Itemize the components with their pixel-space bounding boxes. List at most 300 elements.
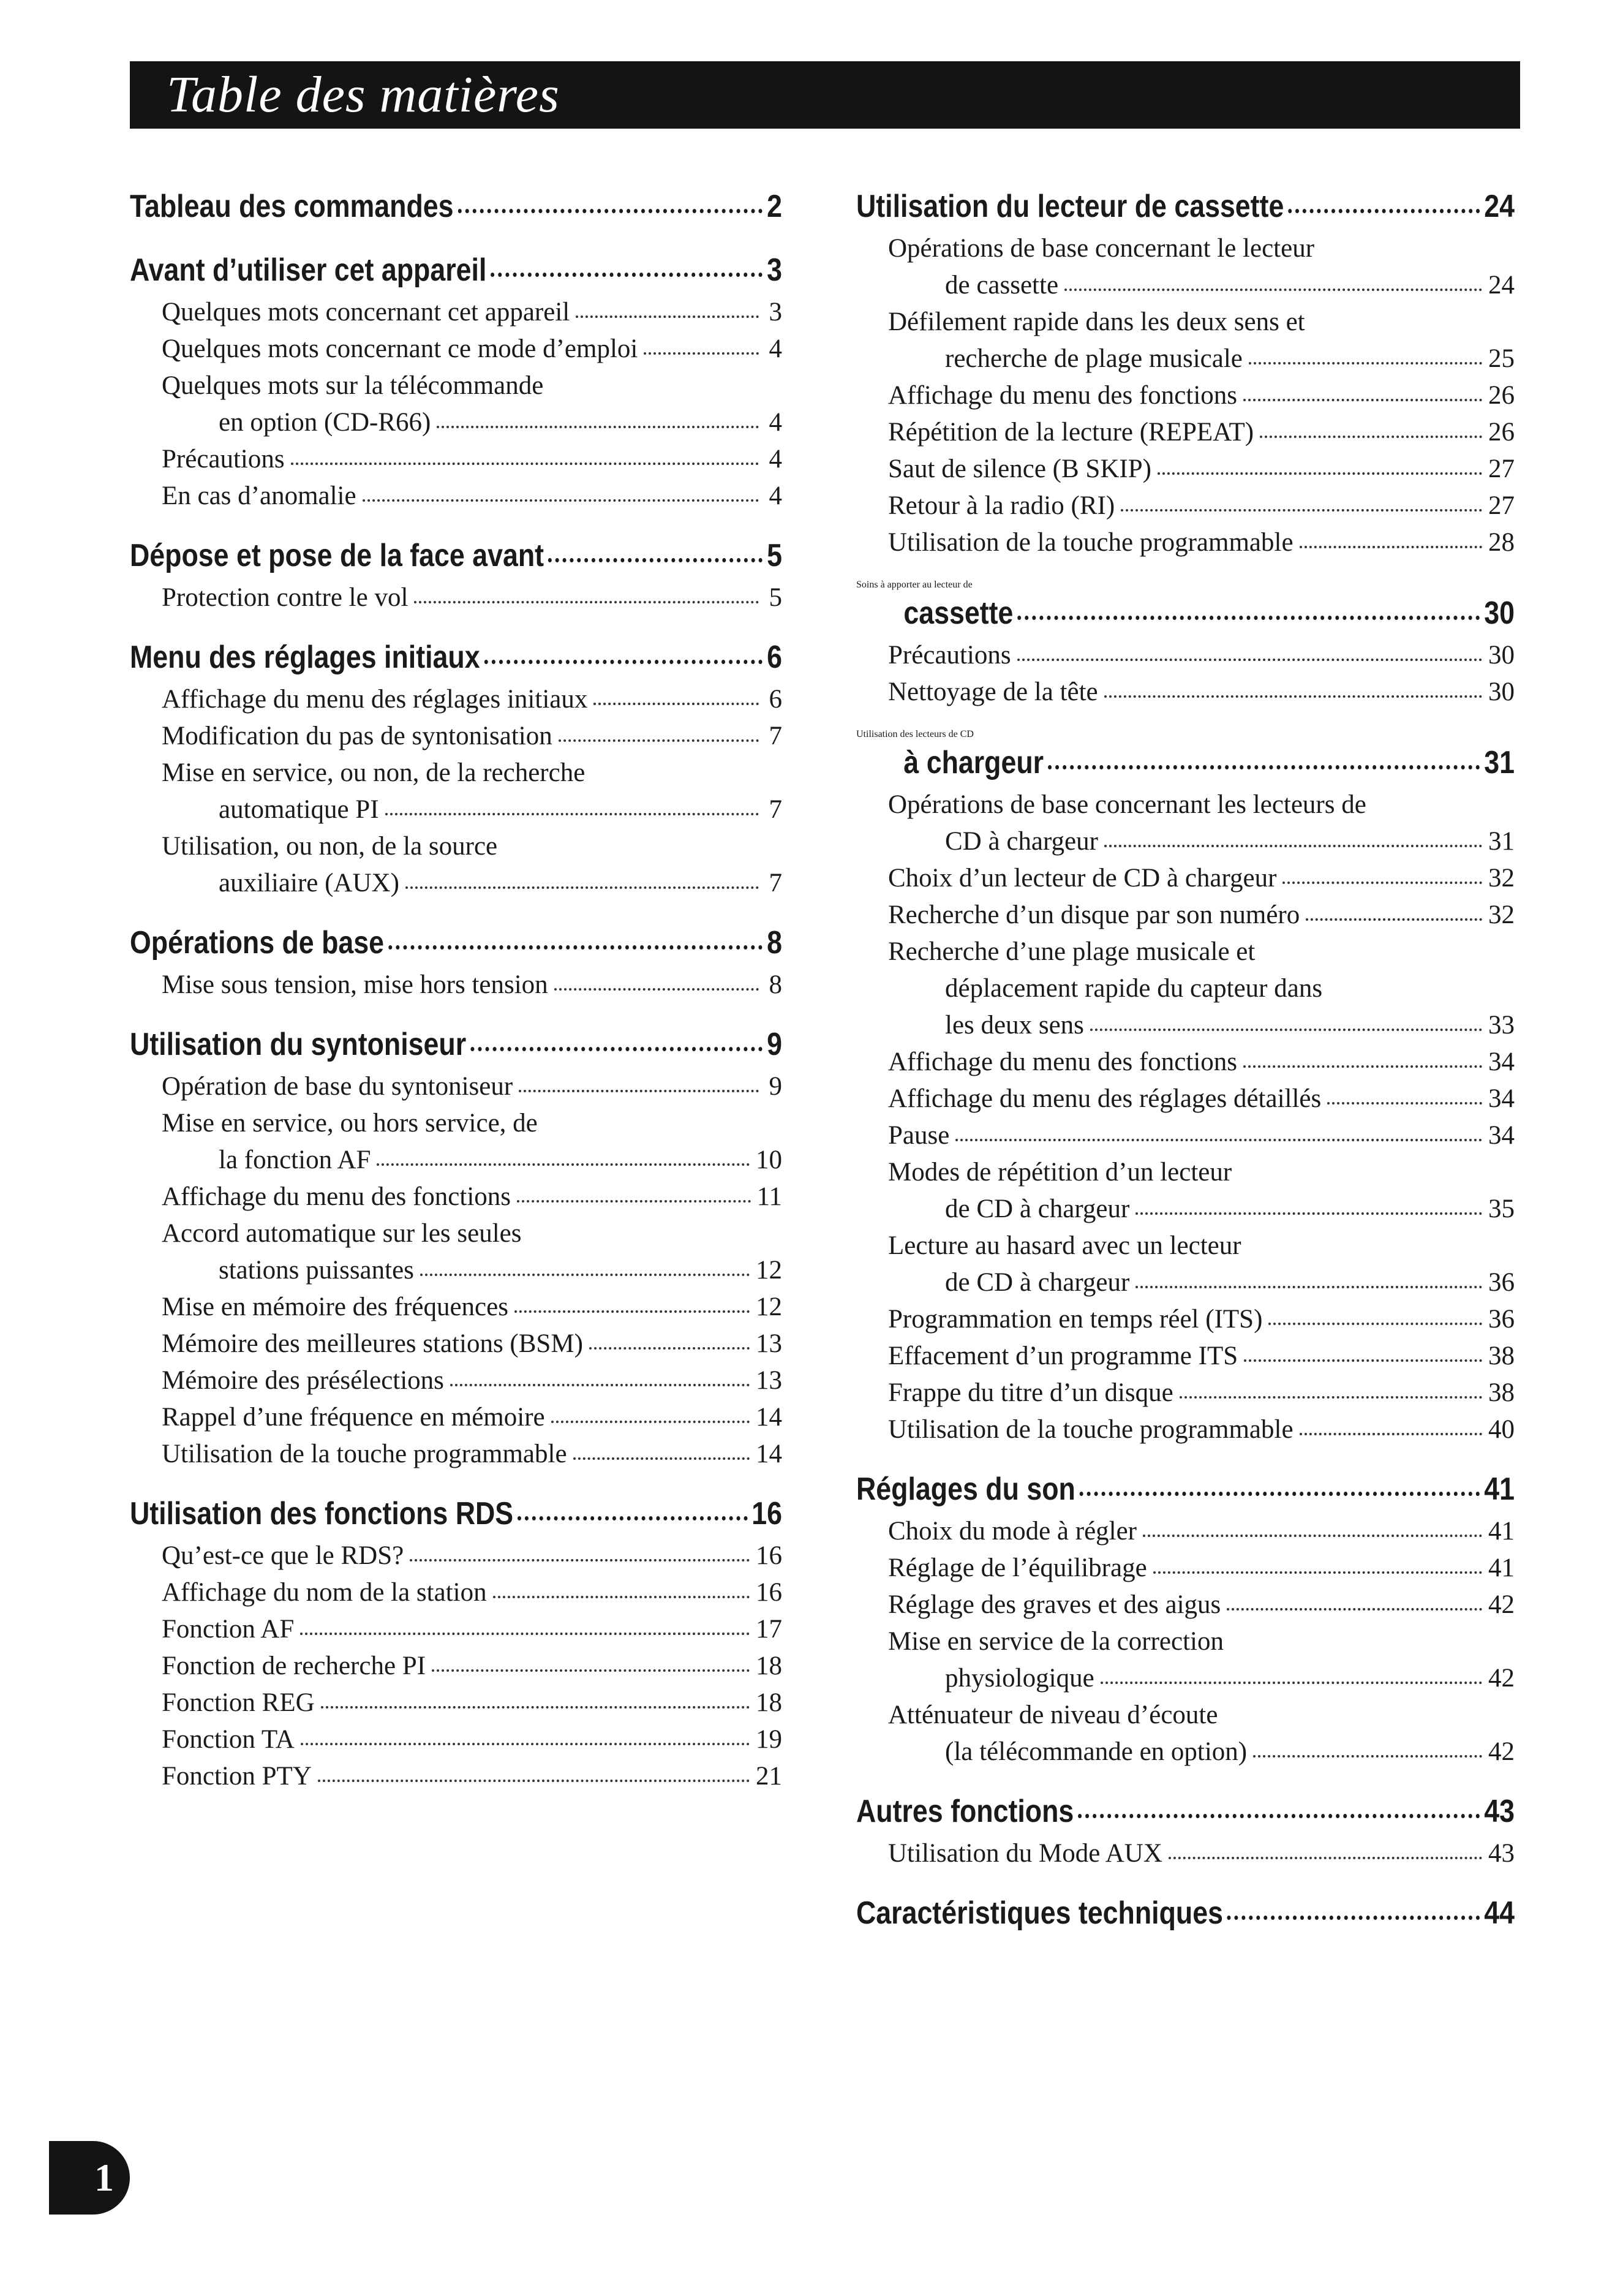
dot-leader (1282, 868, 1482, 886)
section-heading-line: Utilisation des lecteurs de CD (856, 729, 974, 739)
toc-entry-row (856, 1375, 1515, 1411)
toc-entry-title: Mémoire des présélections (162, 1366, 444, 1395)
toc-entry-row (130, 718, 782, 755)
toc-entry-row (856, 1660, 1515, 1697)
section-heading-title: Utilisation du lecteur de cassette (856, 189, 1284, 224)
toc-entry-title: Utilisation de la touche programmable (888, 528, 1294, 557)
toc-entry-list (856, 637, 1515, 711)
toc-entry-list (856, 1835, 1515, 1872)
toc-entry-page: 41 (1488, 1517, 1515, 1546)
toc-entry-page: 34 (1488, 1084, 1515, 1113)
toc-entry-row (856, 524, 1515, 561)
toc-entry-line: Mise en service de la correction (888, 1627, 1224, 1656)
dot-leader (1180, 1383, 1482, 1401)
toc-entry-row (856, 1513, 1515, 1550)
section-heading-page: 6 (767, 640, 783, 675)
dot-leader (437, 412, 759, 431)
toc-entry-row (856, 1117, 1515, 1154)
toc-entry-row (130, 865, 782, 902)
dot-leader (1327, 1089, 1482, 1107)
title-bar (130, 61, 1520, 129)
section-heading-page: 3 (767, 252, 783, 288)
toc-entry-page: 26 (1488, 381, 1515, 410)
toc-entry-title: Effacement d’un programme ITS (888, 1342, 1238, 1370)
dot-leader (432, 1656, 750, 1674)
toc-entry-title: Qu’est-ce que le RDS? (162, 1541, 404, 1570)
section-heading-page: 44 (1484, 1895, 1515, 1931)
toc-entry-line: Mise en service, ou hors service, de (162, 1109, 538, 1138)
toc-entry-row (856, 860, 1515, 897)
toc-entry-page: 4 (769, 334, 782, 363)
dot-leader (1143, 1521, 1482, 1539)
section-heading-page: 8 (767, 925, 783, 961)
toc-entry-row (130, 441, 782, 478)
toc-entry-page: 7 (769, 869, 782, 897)
section-heading-title: Utilisation du syntoniseur (130, 1027, 467, 1062)
toc-entry-row (856, 341, 1515, 377)
toc-entry-title: recherche de plage musicale (945, 344, 1243, 373)
dot-leader (363, 486, 759, 504)
toc-entry-row (130, 1326, 782, 1362)
dot-leader (559, 726, 759, 744)
dot-leader (1249, 349, 1482, 367)
toc-entry-page: 43 (1488, 1839, 1515, 1868)
toc-entry-title: Recherche d’un disque par son numéro (888, 901, 1300, 929)
toc-entry-row (130, 294, 782, 331)
dot-leader (955, 1125, 1482, 1144)
section-heading-row (130, 533, 782, 578)
toc-entry-title: en option (CD-R66) (219, 408, 431, 437)
toc-entry-line: Lecture au hasard avec un lecteur (888, 1231, 1241, 1260)
toc-entry-page: 30 (1488, 641, 1515, 670)
toc-entry-row (130, 1252, 782, 1289)
dot-leader (291, 449, 759, 467)
toc-entry-page: 26 (1488, 418, 1515, 447)
toc-entry-row (856, 377, 1515, 414)
toc-section (130, 247, 782, 515)
dot-leader (385, 799, 759, 818)
dot-leader (551, 1407, 750, 1426)
toc-entry-row (130, 1611, 782, 1648)
toc-entry-row (130, 1685, 782, 1721)
toc-entry-title: Fonction AF (162, 1615, 295, 1644)
dot-leader (1121, 496, 1482, 514)
toc-entry-row (856, 1411, 1515, 1448)
toc-entry-title: Rappel d’une fréquence en mémoire (162, 1403, 545, 1432)
dot-leader (1243, 385, 1482, 404)
toc-entry-title: Mise sous tension, mise hors tension (162, 970, 548, 999)
toc-entry-page: 10 (756, 1146, 782, 1174)
toc-entry-page: 16 (756, 1578, 782, 1607)
toc-section (130, 920, 782, 1003)
toc-entry-list (856, 787, 1515, 1448)
toc-entry-row (130, 681, 782, 718)
toc-entry-row (130, 791, 782, 828)
toc-column-left (130, 184, 782, 1813)
toc-entry-page: 13 (756, 1366, 782, 1395)
section-heading-page: 24 (1484, 189, 1515, 224)
dot-leader (493, 1582, 750, 1601)
toc-entry-page: 38 (1488, 1342, 1515, 1370)
dot-leader (405, 873, 759, 891)
toc-column-right (856, 184, 1515, 1954)
toc-entry-row (130, 478, 782, 515)
toc-entry-row (856, 1081, 1515, 1117)
toc-entry-row (130, 1179, 782, 1215)
toc-entry-title: Modification du pas de syntonisation (162, 722, 552, 750)
toc-entry-row (130, 1399, 782, 1436)
section-heading-page: 9 (767, 1027, 783, 1062)
toc-entry-row (130, 1721, 782, 1758)
toc-entry-row (856, 1301, 1515, 1338)
toc-entry-page: 27 (1488, 455, 1515, 483)
dot-leader (1090, 1015, 1482, 1033)
toc-entry-title: Réglage de l’équilibrage (888, 1554, 1147, 1582)
dot-leader (1288, 192, 1480, 217)
toc-entry-row (130, 1289, 782, 1326)
toc-entry-page: 12 (756, 1256, 782, 1285)
dot-leader (491, 256, 763, 281)
toc-entry-title: physiologique (945, 1664, 1094, 1693)
toc-entry-title: Mise en mémoire des fréquences (162, 1293, 508, 1321)
toc-entry-page: 11 (756, 1182, 782, 1211)
dot-leader (301, 1729, 750, 1748)
section-heading-row (856, 591, 1515, 636)
toc-entry-page: 28 (1488, 528, 1515, 557)
dot-leader (1253, 1742, 1482, 1760)
toc-entry-line: Recherche d’une plage musicale et (888, 937, 1256, 966)
toc-section (856, 580, 1515, 711)
toc-entry-row (130, 1648, 782, 1685)
section-heading-title: Dépose et pose de la face avant (130, 538, 544, 573)
section-heading-row (130, 184, 782, 229)
toc-entry-title: Précautions (888, 641, 1011, 670)
toc-entry-row (130, 1142, 782, 1179)
toc-entry-line: Accord automatique sur les seules (162, 1219, 522, 1248)
toc-entry-row (856, 1191, 1515, 1228)
toc-entry-page: 38 (1488, 1378, 1515, 1407)
section-heading-page: 5 (767, 538, 783, 573)
toc-entry-title: Saut de silence (B SKIP) (888, 455, 1151, 483)
toc-entry-title: de CD à chargeur (945, 1268, 1130, 1297)
section-heading-page: 16 (751, 1496, 783, 1531)
toc-entry-list (856, 230, 1515, 561)
toc-entry-title: de CD à chargeur (945, 1195, 1130, 1223)
toc-entry-list (130, 580, 782, 616)
toc-entry-page: 13 (756, 1329, 782, 1358)
toc-entry-page: 41 (1488, 1554, 1515, 1582)
dot-leader (1243, 1052, 1482, 1070)
toc-entry-title: Affichage du menu des réglages détaillés (888, 1084, 1322, 1113)
toc-entry-title: (la télécommande en option) (945, 1737, 1248, 1766)
dot-leader (1153, 1558, 1482, 1576)
toc-section (130, 1491, 782, 1795)
page-title: Table des matières (167, 66, 560, 123)
toc-entry-title: En cas d’anomalie (162, 481, 356, 510)
section-heading-title: Opérations de base (130, 925, 385, 961)
dot-leader (1169, 1843, 1482, 1862)
toc-entry-row (130, 1068, 782, 1105)
toc-section (856, 1789, 1515, 1872)
toc-entry-title: Choix d’un lecteur de CD à chargeur (888, 864, 1277, 893)
dot-leader (589, 1334, 750, 1352)
toc-entry-title: Fonction de recherche PI (162, 1652, 426, 1680)
dot-leader (644, 339, 759, 357)
toc-entry-page: 4 (769, 445, 782, 474)
page-number: 1 (94, 2156, 114, 2199)
dot-leader (470, 1030, 763, 1055)
section-heading-page: 2 (767, 189, 783, 224)
dot-leader (593, 689, 759, 708)
section-heading-row (130, 920, 782, 965)
toc-entry-page: 36 (1488, 1305, 1515, 1334)
toc-entry-line: Défilement rapide dans les deux sens et (888, 308, 1305, 336)
toc-entry-row (130, 1362, 782, 1399)
section-heading-row (856, 1789, 1515, 1834)
section-heading-title: Utilisation des fonctions RDS (130, 1496, 514, 1531)
toc-entry-row (130, 1574, 782, 1611)
toc-entry-list (130, 294, 782, 515)
toc-entry-title: Pause (888, 1121, 950, 1150)
toc-entry-page: 16 (756, 1541, 782, 1570)
toc-entry-page: 7 (769, 722, 782, 750)
section-heading-title: Tableau des commandes (130, 189, 454, 224)
dot-leader (410, 1546, 750, 1564)
dot-leader (573, 1444, 750, 1462)
toc-entry-page: 4 (769, 481, 782, 510)
toc-entry-title: Utilisation de la touche programmable (162, 1440, 567, 1468)
dot-leader (450, 1370, 750, 1389)
toc-section (856, 1467, 1515, 1770)
dot-leader (1080, 1475, 1480, 1500)
toc-entry-title: Utilisation de la touche programmable (888, 1415, 1294, 1444)
toc-entry-row (856, 1587, 1515, 1623)
toc-entry-title: stations puissantes (219, 1256, 414, 1285)
toc-entry-list (130, 1068, 782, 1473)
dot-leader (388, 929, 763, 953)
dot-leader (554, 975, 759, 993)
toc-entry-page: 8 (769, 970, 782, 999)
section-heading-page: 30 (1484, 595, 1515, 631)
toc-entry-page: 25 (1488, 344, 1515, 373)
toc-entry-list (130, 681, 782, 902)
toc-entry-title: Programmation en temps réel (ITS) (888, 1305, 1263, 1334)
toc-entry-page: 21 (756, 1762, 782, 1791)
toc-entry-page: 12 (756, 1293, 782, 1321)
toc-entry-line: déplacement rapide du capteur dans (945, 974, 1323, 1003)
dot-leader (1064, 275, 1482, 293)
dot-leader (1260, 422, 1482, 440)
toc-entry-page: 42 (1488, 1590, 1515, 1619)
dot-leader (1104, 831, 1482, 850)
toc-entry-title: Utilisation du Mode AUX (888, 1839, 1162, 1868)
toc-entry-page: 42 (1488, 1664, 1515, 1693)
section-heading-row (856, 1467, 1515, 1512)
toc-entry-title: Quelques mots concernant cet appareil (162, 298, 570, 327)
page-number-tab (49, 2141, 130, 2215)
toc-entry-title: Choix du mode à régler (888, 1517, 1137, 1546)
toc-entry-page: 4 (769, 408, 782, 437)
section-heading-row (130, 247, 782, 293)
toc-entry-page: 14 (756, 1440, 782, 1468)
toc-section (856, 729, 1515, 1448)
toc-entry-row (856, 488, 1515, 524)
dot-leader (1244, 1346, 1482, 1364)
toc-entry-page: 32 (1488, 864, 1515, 893)
section-heading-row (130, 1491, 782, 1536)
dot-leader (1135, 1199, 1482, 1217)
toc-entry-title: Répétition de la lecture (REPEAT) (888, 418, 1254, 447)
toc-entry-list (856, 1513, 1515, 1770)
toc-entry-page: 3 (769, 298, 782, 327)
dot-leader (318, 1766, 750, 1784)
toc-entry-page: 18 (756, 1688, 782, 1717)
toc-entry-page: 31 (1488, 827, 1515, 856)
dot-leader (1227, 1595, 1482, 1613)
toc-entry-line: Utilisation, ou non, de la source (162, 832, 498, 861)
toc-entry-line: Modes de répétition d’un lecteur (888, 1158, 1232, 1187)
toc-entry-title: de cassette (945, 271, 1059, 300)
toc-entry-line: Atténuateur de niveau d’écoute (888, 1701, 1218, 1729)
section-heading-page: 41 (1484, 1471, 1515, 1507)
dot-leader (1104, 682, 1482, 700)
toc-entry-row (856, 1550, 1515, 1587)
dot-leader (1078, 1797, 1480, 1822)
dot-leader (518, 1500, 747, 1524)
toc-entry-page: 24 (1488, 271, 1515, 300)
toc-entry-row (856, 414, 1515, 451)
toc-section (856, 184, 1515, 561)
toc-entry-page: 30 (1488, 678, 1515, 706)
dot-leader (517, 1187, 751, 1205)
toc-entry-row (856, 267, 1515, 304)
toc-entry-page: 35 (1488, 1195, 1515, 1223)
dot-leader (1101, 1668, 1482, 1686)
dot-leader (1158, 459, 1482, 477)
toc-entry-title: Protection contre le vol (162, 583, 409, 612)
section-heading-title: Réglages du son (856, 1471, 1075, 1507)
toc-entry-page: 17 (756, 1615, 782, 1644)
toc-entry-row (856, 897, 1515, 934)
toc-entry-page: 9 (769, 1072, 782, 1101)
toc-entry-row (856, 1044, 1515, 1081)
toc-entry-row (856, 1734, 1515, 1770)
toc-entry-page: 34 (1488, 1121, 1515, 1150)
section-heading-title: Autres fonctions (856, 1794, 1074, 1829)
toc-entry-title: Réglage des graves et des aigus (888, 1590, 1221, 1619)
dot-leader (514, 1297, 750, 1315)
toc-entry-row (130, 967, 782, 1003)
toc-entry-list (130, 967, 782, 1003)
toc-entry-line: Opérations de base concernant le lecteur (888, 234, 1315, 263)
toc-entry-row (856, 1835, 1515, 1872)
toc-entry-title: CD à chargeur (945, 827, 1098, 856)
toc-entry-page: 40 (1488, 1415, 1515, 1444)
toc-entry-page: 14 (756, 1403, 782, 1432)
section-heading-title: Menu des réglages initiaux (130, 640, 480, 675)
toc-entry-title: Affichage du menu des réglages initiaux (162, 685, 588, 714)
toc-entry-row (130, 580, 782, 616)
toc-entry-title: Affichage du menu des fonctions (162, 1182, 511, 1211)
toc-entry-title: Quelques mots concernant ce mode d’emploi (162, 334, 638, 363)
dot-leader (300, 1619, 750, 1637)
dot-leader (1017, 599, 1480, 624)
toc-entry-title: Affichage du menu des fonctions (888, 381, 1238, 410)
dot-leader (377, 1150, 750, 1168)
toc-entry-row (130, 1758, 782, 1795)
toc-entry-page: 36 (1488, 1268, 1515, 1297)
toc-entry-row (130, 1436, 782, 1473)
dot-leader (1017, 645, 1482, 663)
toc-entry-title: auxiliaire (AUX) (219, 869, 399, 897)
dot-leader (1135, 1272, 1482, 1291)
section-heading-row (130, 1022, 782, 1067)
toc-section (856, 1890, 1515, 1936)
dot-leader (576, 302, 759, 320)
dot-leader (414, 587, 759, 606)
dot-leader (1306, 905, 1482, 923)
toc-entry-line: Mise en service, ou non, de la recherche (162, 758, 586, 787)
toc-entry-title: Fonction PTY (162, 1762, 312, 1791)
toc-entry-row (856, 1338, 1515, 1375)
toc-entry-title: les deux sens (945, 1011, 1084, 1040)
section-heading-row (856, 740, 1515, 785)
toc-entry-row (856, 637, 1515, 674)
toc-entry-page: 19 (756, 1725, 782, 1754)
section-heading-title: Avant d’utiliser cet appareil (130, 252, 487, 288)
toc-entry-page: 34 (1488, 1048, 1515, 1076)
toc-entry-page: 32 (1488, 901, 1515, 929)
dot-leader (548, 542, 763, 566)
toc-section (130, 635, 782, 902)
toc-entry-title: Opération de base du syntoniseur (162, 1072, 513, 1101)
toc-entry-row (130, 404, 782, 441)
section-heading-title: à chargeur (903, 745, 1044, 780)
toc-entry-row (856, 1007, 1515, 1044)
section-heading-title: cassette (903, 595, 1014, 631)
section-heading-page: 31 (1484, 745, 1515, 780)
toc-section (130, 533, 782, 616)
toc-entry-page: 7 (769, 795, 782, 824)
toc-entry-title: Frappe du titre d’un disque (888, 1378, 1173, 1407)
toc-entry-row (856, 823, 1515, 860)
toc-entry-title: Précautions (162, 445, 285, 474)
toc-entry-title: Fonction TA (162, 1725, 295, 1754)
section-heading-line: Soins à apporter au lecteur de (856, 580, 973, 590)
toc-entry-list (130, 1538, 782, 1795)
dot-leader (1048, 749, 1480, 773)
toc-entry-title: Retour à la radio (RI) (888, 491, 1115, 520)
section-heading-row (856, 1890, 1515, 1936)
dot-leader (321, 1693, 750, 1711)
toc-entry-page: 33 (1488, 1011, 1515, 1040)
toc-entry-row (856, 674, 1515, 711)
toc-entry-row (856, 451, 1515, 488)
toc-section (130, 1022, 782, 1473)
toc-entry-row (856, 1264, 1515, 1301)
toc-entry-title: Mémoire des meilleures stations (BSM) (162, 1329, 583, 1358)
toc-entry-line: Quelques mots sur la télécommande (162, 371, 544, 400)
toc-entry-title: Nettoyage de la tête (888, 678, 1098, 706)
toc-entry-title: automatique PI (219, 795, 379, 824)
toc-entry-title: Affichage du menu des fonctions (888, 1048, 1238, 1076)
toc-entry-row (130, 1538, 782, 1574)
toc-entry-title: la fonction AF (219, 1146, 371, 1174)
dot-leader (1227, 1899, 1480, 1924)
dot-leader (1300, 1419, 1482, 1438)
dot-leader (519, 1076, 759, 1095)
toc-entry-page: 5 (769, 583, 782, 612)
